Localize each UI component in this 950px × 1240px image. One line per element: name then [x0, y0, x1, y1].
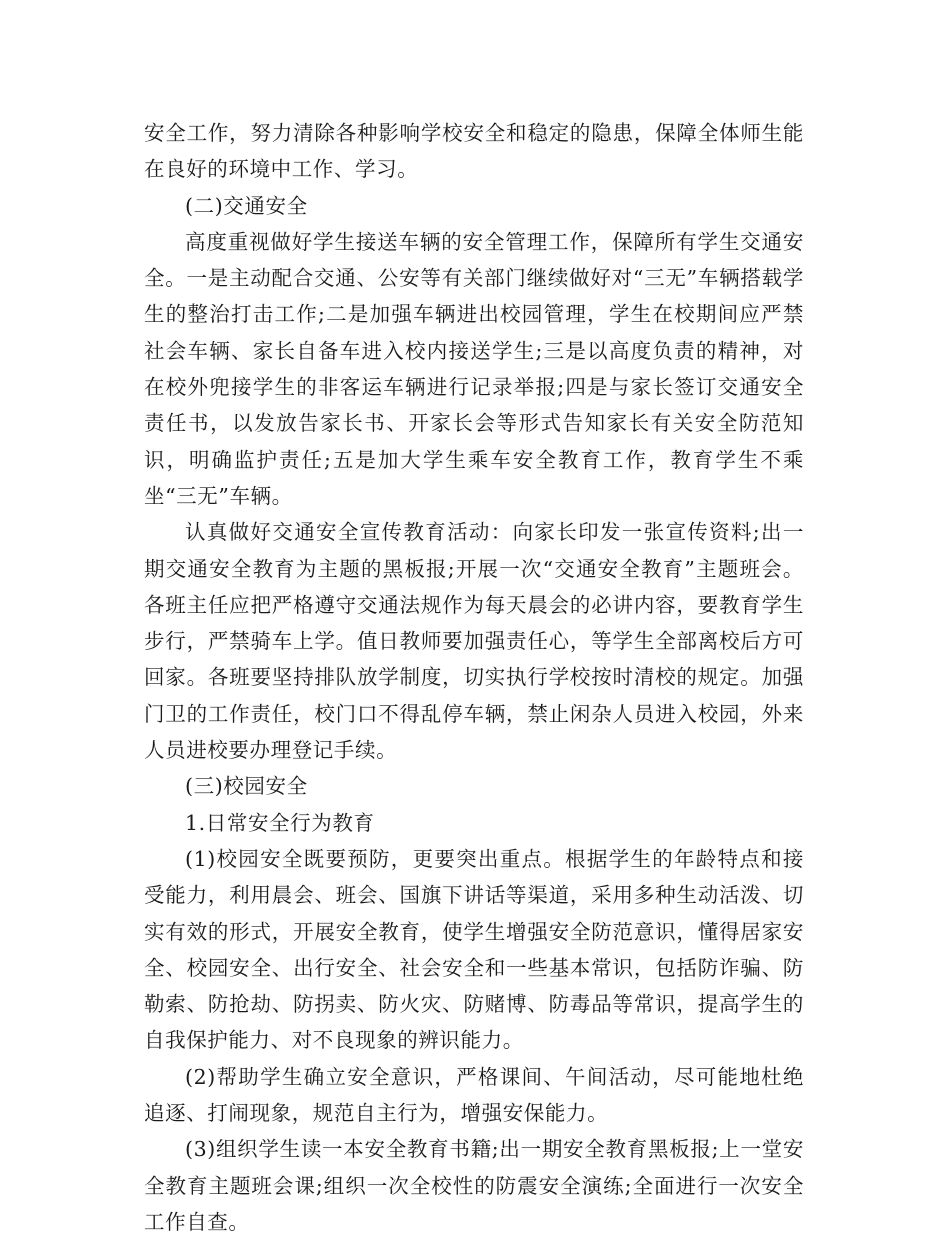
section-heading-campus-safety: (三)校园安全 [185, 774, 308, 799]
paragraph-vehicle-management: 高度重视做好学生接送车辆的安全管理工作，保障所有学生交通安全。一是主动配合交通、公安等有关部门继续做好对“三无”车辆搭载学生的整治打击工作;二是加强车辆进出校园管理，学生在校期间应严禁社会车辆、家长自备车进入校内接送学生;三是以高度负责的精神，对在校外兜接学生的非客运车辆进行记录举报;四是与家长签订交通安全责任书，以发放告家长书、开家长会等形式告知家长有关安全防范知识，明确监护责任;五是加大学生乘车安全教育工作，教育学生不乘坐“三无”车辆。 [144, 229, 804, 508]
paragraph-item-1: (1)校园安全既要预防，更要突出重点。根据学生的年龄特点和接受能力，利用晨会、班会、国旗下讲话等渠道，采用多种生动活泼、切实有效的形式，开展安全教育，使学生增强安全防范意识，懂得居家安全、校园安全、出行安全、社会安全和一些基本常识，包括防诈骗、防勒索、防抢劫、防拐卖、防火灾、防赌博、防毒品等常识，提高学生的自我保护能力、对不良现象的辨识能力。 [144, 846, 804, 1053]
paragraph-item-2: (2)帮助学生确立安全意识，严格课间、午间活动，尽可能地杜绝追逐、打闹现象，规范自主行为，增强安保能力。 [144, 1064, 804, 1126]
sub-heading-daily-safety-education: 1.日常安全行为教育 [185, 810, 375, 835]
paragraph-item-3: (3)组织学生读一本安全教育书籍;出一期安全教育黑板报;上一堂安全教育主题班会课;组织一次全校性的防震安全演练;全面进行一次安全工作自查。 [144, 1137, 804, 1234]
paragraph-traffic-education: 认真做好交通安全宣传教育活动：向家长印发一张宣传资料;出一期交通安全教育为主题的黑板报;开展一次“交通安全教育”主题班会。各班主任应把严格遵守交通法规作为每天晨会的必讲内容，要教育学生步行，严禁骑车上学。值日教师要加强责任心，等学生全部离校后方可回家。各班要坚持排队放学制度，切实执行学校按时清校的规定。加强门卫的工作责任，校门口不得乱停车辆，禁止闲杂人员进入校园，外来人员进校要办理登记手续。 [144, 520, 804, 763]
section-heading-traffic-safety: (二)交通安全 [185, 193, 308, 218]
document-body [144, 115, 804, 1240]
paragraph-continuation: 安全工作，努力清除各种影响学校安全和稳定的隐患，保障全体师生能在良好的环境中工作、学习。 [144, 121, 804, 182]
